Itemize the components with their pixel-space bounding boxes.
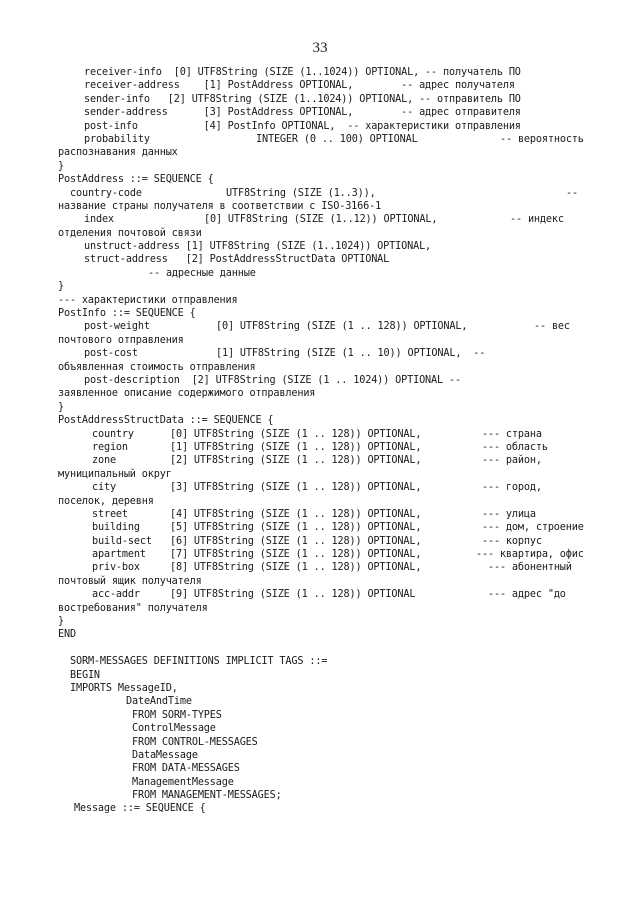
code-line (58, 227, 608, 240)
code-segment: probability (84, 133, 150, 145)
code-segment: post-info [4] PostInfo OPTIONAL, -- характеристики отправления (84, 120, 521, 132)
code-segment: ControlMessage (132, 723, 216, 735)
code-segment: PostAddress ::= SEQUENCE { (58, 174, 214, 186)
code-line (58, 495, 608, 508)
code-line (58, 575, 608, 588)
code-line (58, 414, 608, 427)
code-segment: FROM DATA-MESSAGES (132, 763, 240, 775)
code-line (58, 736, 608, 749)
code-line (58, 401, 608, 414)
code-line (58, 253, 608, 266)
code-line (58, 200, 608, 213)
code-line (58, 561, 608, 574)
code-segment: --- страна (482, 428, 542, 440)
code-line (58, 374, 608, 387)
code-segment: -- вероятность (500, 133, 584, 145)
asn1-code-listing (58, 66, 608, 816)
code-segment: } (58, 401, 64, 413)
code-segment: отделения почтовой связи (58, 227, 202, 239)
code-segment: --- адрес "до (488, 589, 566, 601)
code-segment: UTF8String (SIZE (1..3)), (226, 187, 376, 199)
code-segment: sender-address [3] PostAddress OPTIONAL, -- адрес отправителя (84, 107, 521, 119)
code-segment: -- индекс (510, 214, 564, 226)
code-segment: index (84, 214, 114, 226)
code-segment: post-weight (84, 321, 150, 333)
code-line (58, 468, 608, 481)
code-segment: INTEGER (0 .. 100) OPTIONAL (256, 133, 418, 145)
code-segment: [4] UTF8String (SIZE (1 .. 128)) OPTIONAL, (170, 508, 422, 520)
code-line (58, 535, 608, 548)
code-segment: FROM CONTROL-MESSAGES (132, 736, 258, 748)
code-line (58, 602, 608, 615)
code-line (58, 320, 608, 333)
code-line (58, 347, 608, 360)
page-number: 33 (312, 40, 328, 56)
code-segment: --- улица (482, 508, 536, 520)
code-line (58, 106, 608, 119)
code-segment: почтового отправления (58, 334, 184, 346)
code-segment: [8] UTF8String (SIZE (1 .. 128)) OPTIONAL, (170, 562, 422, 574)
code-line (58, 508, 608, 521)
code-segment: --- город, (482, 482, 542, 494)
code-segment: Message ::= SEQUENCE { (74, 803, 206, 815)
code-segment: -- адресные данные (148, 267, 256, 279)
code-segment: ManagementMessage (132, 776, 234, 788)
code-segment: } (58, 281, 64, 293)
code-segment: --- корпус (482, 535, 542, 547)
code-segment: муниципальный округ (58, 468, 172, 480)
code-line (58, 280, 608, 293)
code-segment: DateAndTime (126, 696, 192, 708)
code-line (58, 776, 608, 789)
code-line (58, 762, 608, 775)
code-line (58, 361, 608, 374)
code-line (58, 133, 608, 146)
code-line (58, 146, 608, 159)
code-segment: заявленное описание содержимого отправления (58, 388, 316, 400)
code-segment: PostInfo ::= SEQUENCE { (58, 308, 196, 320)
code-segment: struct-address [2] PostAddressStructData OPTIONAL (84, 254, 390, 266)
code-segment: --- абонентный (488, 562, 572, 574)
code-segment: build-sect (92, 535, 152, 547)
blank-line (58, 642, 608, 655)
code-segment: post-description [2] UTF8String (SIZE (1 .. 1024)) OPTIONAL -- (84, 374, 461, 386)
code-segment: post-cost (84, 348, 138, 360)
code-segment: --- дом, строение (482, 522, 584, 534)
code-line (58, 334, 608, 347)
code-line (58, 749, 608, 762)
code-segment: [0] UTF8String (SIZE (1..12)) OPTIONAL, (204, 214, 438, 226)
code-line (58, 695, 608, 708)
code-line (58, 722, 608, 735)
code-line (58, 307, 608, 320)
code-segment: PostAddressStructData ::= SEQUENCE { (58, 415, 274, 427)
code-segment: --- характеристики отправления (58, 294, 238, 306)
code-segment: city (92, 482, 116, 494)
code-segment: название страны получателя в соответствии с ISO-3166-1 (58, 200, 382, 212)
code-segment: region (92, 441, 128, 453)
code-segment: [5] UTF8String (SIZE (1 .. 128)) OPTIONAL, (170, 522, 422, 534)
code-line (58, 441, 608, 454)
code-segment: unstruct-address [1] UTF8String (SIZE (1..1024)) OPTIONAL, (84, 241, 432, 253)
code-segment: IMPORTS MessageID, (70, 682, 178, 694)
code-segment: -- вес (534, 321, 570, 333)
code-segment: востребования" получателя (58, 602, 208, 614)
code-line (58, 682, 608, 695)
code-segment: FROM MANAGEMENT-MESSAGES; (132, 790, 282, 802)
code-segment: [0] UTF8String (SIZE (1 .. 128)) OPTIONAL, (170, 428, 422, 440)
code-segment: [2] UTF8String (SIZE (1 .. 128)) OPTIONAL, (170, 455, 422, 467)
code-segment: [1] UTF8String (SIZE (1 .. 128)) OPTIONAL, (170, 441, 422, 453)
code-segment: -- (566, 187, 578, 199)
code-line (58, 294, 608, 307)
code-line (58, 588, 608, 601)
code-line (58, 213, 608, 226)
code-line (58, 187, 608, 200)
code-segment: --- квартира, офис (476, 549, 584, 561)
code-segment: объявленная стоимость отправления (58, 361, 256, 373)
code-segment: --- область (482, 441, 548, 453)
code-segment: receiver-info [0] UTF8String (SIZE (1..1024)) OPTIONAL, -- получатель ПО (84, 67, 521, 78)
code-line (58, 669, 608, 682)
code-line (58, 79, 608, 92)
code-segment: FROM SORM-TYPES (132, 709, 222, 721)
code-line (58, 66, 608, 79)
code-line (58, 267, 608, 280)
code-segment: распознавания данных (58, 147, 178, 159)
code-segment: sender-info [2] UTF8String (SIZE (1..1024)) OPTIONAL, -- отправитель ПО (84, 93, 521, 105)
code-segment: receiver-address [1] PostAddress OPTIONAL, -- адрес получателя (84, 80, 515, 92)
code-segment: street (92, 508, 128, 520)
code-line (58, 387, 608, 400)
code-segment: acc-addr (92, 589, 140, 601)
code-line (58, 521, 608, 534)
code-segment: поселок, деревня (58, 495, 154, 507)
code-line (58, 481, 608, 494)
code-segment: country (92, 428, 134, 440)
code-line (58, 628, 608, 641)
code-line (58, 548, 608, 561)
code-segment: zone (92, 455, 116, 467)
code-line (58, 120, 608, 133)
code-line (58, 93, 608, 106)
code-segment: [1] UTF8String (SIZE (1 .. 10)) OPTIONAL, -- (216, 348, 486, 360)
code-line (58, 428, 608, 441)
code-segment: country-code (70, 187, 142, 199)
code-segment: priv-box (92, 562, 140, 574)
code-line (58, 709, 608, 722)
code-segment: END (58, 629, 76, 641)
code-segment: } (58, 160, 64, 172)
code-segment: [9] UTF8String (SIZE (1 .. 128)) OPTIONAL (170, 589, 416, 601)
code-segment: apartment (92, 549, 146, 561)
code-line (58, 802, 608, 815)
code-segment: BEGIN (70, 669, 100, 681)
code-segment: [6] UTF8String (SIZE (1 .. 128)) OPTIONAL, (170, 535, 422, 547)
code-segment: } (58, 616, 64, 628)
code-segment: --- район, (482, 455, 542, 467)
code-line (58, 173, 608, 186)
code-segment: [7] UTF8String (SIZE (1 .. 128)) OPTIONAL, (170, 549, 422, 561)
code-segment: building (92, 522, 140, 534)
code-segment: SORM-MESSAGES DEFINITIONS IMPLICIT TAGS ::= (70, 656, 328, 668)
code-line (58, 655, 608, 668)
code-segment: DataMessage (132, 749, 198, 761)
code-segment: [0] UTF8String (SIZE (1 .. 128)) OPTIONAL, (216, 321, 468, 333)
code-segment: [3] UTF8String (SIZE (1 .. 128)) OPTIONAL, (170, 482, 422, 494)
code-line (58, 240, 608, 253)
code-line (58, 454, 608, 467)
code-line (58, 160, 608, 173)
code-line (58, 615, 608, 628)
code-line (58, 789, 608, 802)
code-segment: почтовый ящик получателя (58, 575, 202, 587)
